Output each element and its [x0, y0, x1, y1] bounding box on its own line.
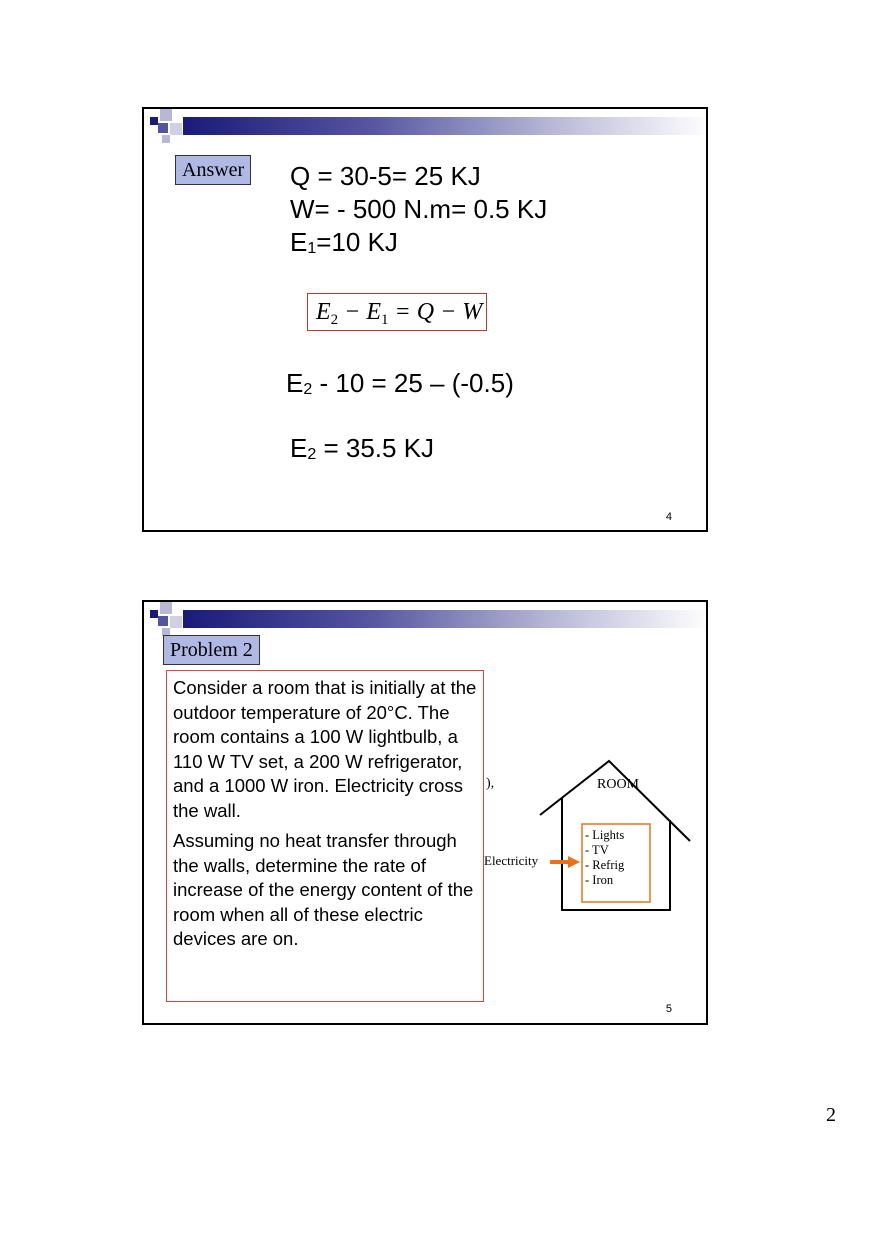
equation-substitution: E2 - 10 = 25 – (-0.5): [286, 368, 514, 398]
title-bar: [183, 117, 708, 135]
device-lights: - Lights: [585, 828, 625, 842]
answer-label: Answer: [175, 155, 251, 185]
title-bar: [183, 610, 708, 628]
problem-text-box: [166, 670, 484, 1002]
problem-label: Problem 2: [163, 635, 260, 665]
equation-result: E2 = 35.5 KJ: [290, 433, 435, 463]
equation-w: W= - 500 N.m= 0.5 KJ: [290, 194, 548, 224]
page-number: 2: [826, 1104, 836, 1126]
house-walls: [562, 798, 670, 910]
problem-paragraph-1: Consider a room that is initially at the outdoor temperature of 20°C. The room contains a 100 W lightbulb, a 110 W TV set, a 200 W refrigerator, and a 1000 W iron. Electricity cross the wall.: [173, 677, 477, 821]
equation-q: Q = 30-5= 25 KJ: [290, 161, 481, 191]
equation-e1: E1=10 KJ: [290, 227, 398, 257]
slide-answer: [142, 107, 708, 532]
room-label: ROOM: [597, 777, 640, 792]
problem-paragraph-2: Assuming no heat transfer through the walls, determine the rate of increase of the energy content of the room when all of these electric devices are on.: [173, 830, 474, 949]
device-iron: - Iron: [585, 873, 614, 887]
device-tv: - TV: [585, 843, 609, 857]
slide-number: 5: [665, 1003, 672, 1015]
device-refrig: - Refrig: [585, 858, 625, 872]
electricity-label: Electricity: [484, 853, 539, 868]
room-diagram: [484, 757, 704, 917]
energy-balance-formula: $E_2 - E_1 = Q - W$: [307, 293, 487, 331]
slide-number: 4: [665, 511, 672, 523]
electricity-arrow-icon: [568, 856, 580, 868]
partial-caption: ),: [486, 776, 495, 791]
slide-problem-2: [142, 600, 708, 1025]
slide-decoration: [144, 109, 708, 149]
